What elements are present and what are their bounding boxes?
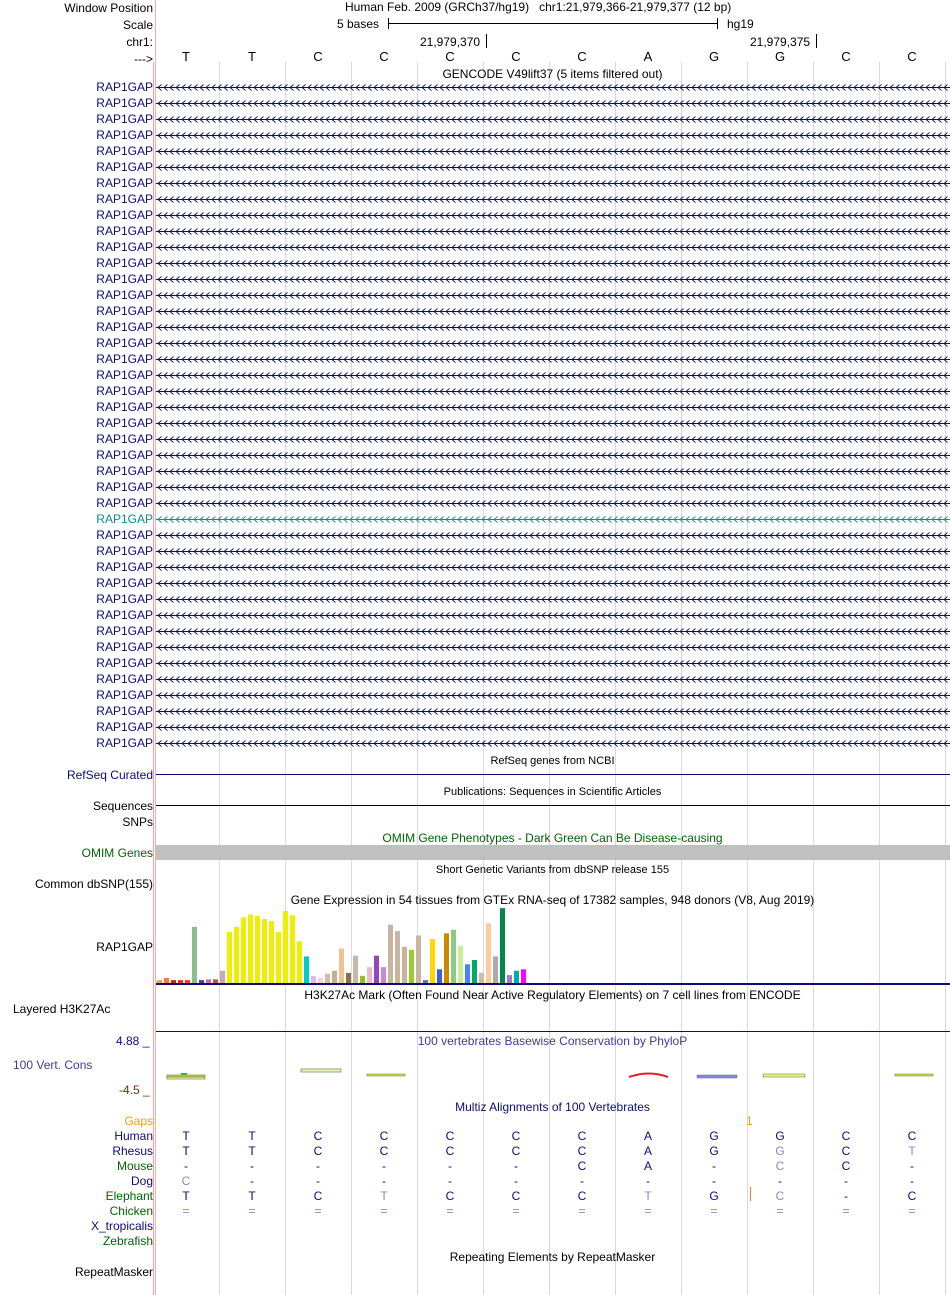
multiz-aligned-base: C <box>445 1129 455 1143</box>
multiz-aligned-base: A <box>643 1144 652 1158</box>
multiz-aligned-base: C <box>577 1189 587 1203</box>
gtex-track-label[interactable]: RAP1GAP <box>96 940 153 954</box>
multiz-aligned-base: C <box>313 1189 323 1203</box>
gencode-transcript-label[interactable]: RAP1GAP <box>96 128 153 142</box>
gencode-transcript-feature[interactable] <box>156 705 950 717</box>
gencode-transcript-label[interactable]: RAP1GAP <box>96 672 153 686</box>
multiz-aligned-base: = <box>446 1204 454 1218</box>
h3k27ac-track-line[interactable] <box>156 1031 950 1032</box>
refseq-track-title: RefSeq genes from NCBI <box>490 755 615 767</box>
publications-snps-label[interactable]: SNPs <box>122 815 153 829</box>
gencode-transcript-feature[interactable] <box>156 689 950 701</box>
gencode-transcript-label[interactable]: RAP1GAP <box>96 352 153 366</box>
gencode-transcript-label[interactable]: RAP1GAP <box>96 736 153 750</box>
multiz-aligned-base: T <box>380 1189 388 1203</box>
gencode-transcript-feature[interactable] <box>156 513 950 525</box>
scale-text: 5 bases <box>337 17 380 31</box>
scale-bar <box>388 23 718 24</box>
multiz-aligned-base: C <box>511 1129 521 1143</box>
multiz-aligned-base: C <box>577 1129 587 1143</box>
multiz-aligned-base: G <box>709 1129 719 1143</box>
multiz-aligned-base: - <box>250 1174 254 1188</box>
base-letter: C <box>379 49 389 64</box>
gencode-transcript-feature[interactable] <box>156 225 950 237</box>
gencode-transcript-feature[interactable] <box>156 337 950 349</box>
multiz-aligned-base: - <box>844 1174 848 1188</box>
assembly-name: Human Feb. 2009 (GRCh37/hg19) <box>345 0 530 14</box>
refseq-track-line[interactable] <box>156 774 950 775</box>
base-letter: C <box>841 49 851 64</box>
multiz-aligned-base: A <box>643 1129 652 1143</box>
gencode-transcript-label[interactable]: RAP1GAP <box>96 576 153 590</box>
multiz-aligned-base: C <box>841 1144 851 1158</box>
gencode-transcript-label[interactable]: RAP1GAP <box>96 480 153 494</box>
multiz-species-label[interactable]: Chicken <box>109 1204 153 1218</box>
multiz-species-label[interactable]: X_tropicalis <box>90 1219 153 1233</box>
multiz-aligned-base: = <box>314 1204 322 1218</box>
base-letter: A <box>643 49 653 64</box>
multiz-aligned-base: - <box>316 1174 320 1188</box>
multiz-aligned-base: C <box>511 1189 521 1203</box>
base-letter: C <box>445 49 455 64</box>
gencode-transcript-feature[interactable] <box>156 529 950 541</box>
gencode-transcript-label[interactable]: RAP1GAP <box>96 368 153 382</box>
gencode-transcript-feature[interactable] <box>156 177 950 189</box>
gencode-transcript-feature[interactable] <box>156 241 950 253</box>
multiz-aligned-base: C <box>313 1129 323 1143</box>
elephant-gap-marker <box>750 1187 751 1201</box>
gencode-transcript-feature[interactable] <box>156 257 950 269</box>
gencode-transcript-label[interactable]: RAP1GAP <box>96 448 153 462</box>
scale-bar-right-tick <box>717 18 718 29</box>
gencode-transcript-feature[interactable] <box>156 625 950 637</box>
gencode-transcript-feature[interactable] <box>156 289 950 301</box>
multiz-aligned-base: G <box>709 1144 719 1158</box>
gencode-transcript-label[interactable]: RAP1GAP <box>96 304 153 318</box>
gap-count: 1 <box>746 1114 753 1128</box>
multiz-species-label[interactable]: Elephant <box>105 1189 153 1203</box>
multiz-aligned-base: C <box>511 1144 521 1158</box>
gencode-transcript-feature[interactable] <box>156 417 950 429</box>
gencode-transcript-label[interactable]: RAP1GAP <box>96 160 153 174</box>
gencode-transcript-label[interactable]: RAP1GAP <box>96 624 153 638</box>
gencode-transcript-feature[interactable] <box>156 209 950 221</box>
multiz-aligned-base: = <box>644 1204 652 1218</box>
base-letter: C <box>577 49 587 64</box>
gencode-transcript-label[interactable]: RAP1GAP <box>96 704 153 718</box>
multiz-aligned-base: C <box>577 1159 587 1173</box>
multiz-aligned-base: - <box>316 1159 320 1173</box>
multiz-aligned-base: T <box>182 1144 190 1158</box>
gencode-transcript-feature[interactable] <box>156 737 950 749</box>
multiz-aligned-base: C <box>379 1144 389 1158</box>
dbsnp-track-label[interactable]: Common dbSNP(155) <box>34 877 153 891</box>
multiz-aligned-base: = <box>380 1204 388 1218</box>
multiz-aligned-base: = <box>908 1204 916 1218</box>
gencode-transcript-feature[interactable] <box>156 353 950 365</box>
gencode-transcript-feature[interactable] <box>156 129 950 141</box>
multiz-aligned-base: = <box>578 1204 586 1218</box>
window-position-label: Window Position <box>64 1 153 15</box>
strand-arrow-label: ---> <box>134 52 153 66</box>
gencode-transcript-feature[interactable] <box>156 449 950 461</box>
multiz-aligned-base: - <box>382 1174 386 1188</box>
refseq-track-label[interactable]: RefSeq Curated <box>66 768 153 782</box>
gencode-transcript-feature[interactable] <box>156 273 950 285</box>
gencode-transcript-feature[interactable] <box>156 369 950 381</box>
multiz-aligned-base: C <box>775 1189 785 1203</box>
gencode-transcript-label[interactable]: RAP1GAP <box>96 400 153 414</box>
gencode-transcript-feature[interactable] <box>156 385 950 397</box>
phylop-track-title: 100 vertebrates Basewise Conservation by PhyloP <box>417 1034 688 1048</box>
multiz-aligned-base: T <box>182 1129 190 1143</box>
multiz-aligned-base: T <box>248 1129 256 1143</box>
base-letter: C <box>907 49 917 64</box>
coordinate-label-1: 21,979,370 <box>420 35 481 49</box>
multiz-aligned-base: C <box>907 1189 917 1203</box>
chromosome-label: chr1: <box>126 35 153 49</box>
gencode-transcript-label[interactable]: RAP1GAP <box>96 336 153 350</box>
base-letter: C <box>511 49 521 64</box>
gencode-transcript-label[interactable]: RAP1GAP <box>96 80 153 94</box>
database-name: hg19 <box>727 17 754 31</box>
gencode-transcript-label[interactable]: RAP1GAP <box>96 240 153 254</box>
multiz-aligned-base: - <box>712 1174 716 1188</box>
multiz-aligned-base: G <box>709 1189 719 1203</box>
gencode-transcript-label[interactable]: RAP1GAP <box>96 512 153 526</box>
gencode-transcript-label[interactable]: RAP1GAP <box>96 608 153 622</box>
multiz-aligned-base: A <box>643 1159 652 1173</box>
multiz-aligned-base: = <box>710 1204 718 1218</box>
multiz-aligned-base: - <box>910 1174 914 1188</box>
gencode-transcript-feature[interactable] <box>156 161 950 173</box>
multiz-aligned-base: = <box>248 1204 256 1218</box>
gencode-transcript-feature[interactable] <box>156 657 950 669</box>
gencode-transcript-feature[interactable] <box>156 721 950 733</box>
multiz-aligned-base: - <box>448 1159 452 1173</box>
gencode-transcript-label[interactable]: RAP1GAP <box>96 688 153 702</box>
multiz-track-title: Multiz Alignments of 100 Vertebrates <box>455 1100 650 1114</box>
gencode-transcript-feature[interactable] <box>156 497 950 509</box>
gaps-label: Gaps <box>124 1114 153 1128</box>
gencode-transcript-label[interactable]: RAP1GAP <box>96 272 153 286</box>
multiz-aligned-base: C <box>181 1174 191 1188</box>
gencode-transcript-label[interactable]: RAP1GAP <box>96 384 153 398</box>
base-letter: G <box>708 49 720 64</box>
gencode-transcript-label[interactable]: RAP1GAP <box>96 288 153 302</box>
gencode-transcript-label[interactable]: RAP1GAP <box>96 208 153 222</box>
multiz-aligned-base: C <box>841 1159 851 1173</box>
multiz-aligned-base: C <box>907 1129 917 1143</box>
gencode-transcript-feature[interactable] <box>156 609 950 621</box>
repeatmasker-track-label[interactable]: RepeatMasker <box>74 1265 153 1279</box>
multiz-aligned-base: C <box>445 1189 455 1203</box>
gencode-transcript-feature[interactable] <box>156 673 950 685</box>
coordinate-label-2: 21,979,375 <box>750 35 811 49</box>
omim-track-label[interactable]: OMIM Genes <box>81 846 153 860</box>
publications-track-label[interactable]: Sequences <box>92 799 153 813</box>
gencode-transcript-label[interactable]: RAP1GAP <box>96 224 153 238</box>
gencode-transcript-label[interactable]: RAP1GAP <box>96 320 153 334</box>
gencode-transcript-feature[interactable] <box>156 433 950 445</box>
multiz-aligned-base: T <box>908 1144 916 1158</box>
multiz-species-label[interactable]: Zebrafish <box>102 1234 153 1248</box>
scale-bar-left-tick <box>388 18 389 29</box>
multiz-aligned-base: - <box>778 1174 782 1188</box>
gencode-transcript-feature[interactable] <box>156 145 950 157</box>
gencode-transcript-feature[interactable] <box>156 97 950 109</box>
gencode-transcript-feature[interactable] <box>156 561 950 573</box>
gencode-transcript-feature[interactable] <box>156 321 950 333</box>
multiz-species-label[interactable]: Mouse <box>116 1159 153 1173</box>
coordinate-tick-2 <box>816 34 817 48</box>
gencode-transcript-label[interactable]: RAP1GAP <box>96 464 153 478</box>
multiz-aligned-base: = <box>776 1204 784 1218</box>
multiz-aligned-base: = <box>182 1204 190 1218</box>
base-letter: T <box>182 49 190 64</box>
multiz-aligned-base: C <box>379 1129 389 1143</box>
multiz-aligned-base: - <box>250 1159 254 1173</box>
gencode-transcript-label[interactable]: RAP1GAP <box>96 416 153 430</box>
phylop-track-label[interactable]: 100 Vert. Cons <box>13 1058 93 1072</box>
gencode-transcript-feature[interactable] <box>156 593 950 605</box>
gencode-transcript-feature[interactable] <box>156 305 950 317</box>
gencode-transcript-label[interactable]: RAP1GAP <box>96 112 153 126</box>
gencode-transcript-label[interactable]: RAP1GAP <box>96 560 153 574</box>
gencode-track-title: GENCODE V49lift37 (5 items filtered out) <box>442 67 663 81</box>
multiz-aligned-base: - <box>712 1159 716 1173</box>
gencode-transcript-label[interactable]: RAP1GAP <box>96 544 153 558</box>
window-position-value[interactable]: chr1:21,979,366-21,979,377 (12 bp) <box>539 0 732 14</box>
omim-track-title: OMIM Gene Phenotypes - Dark Green Can Be Disease-causing <box>382 831 723 845</box>
multiz-aligned-base: C <box>445 1144 455 1158</box>
multiz-aligned-base: - <box>646 1174 650 1188</box>
multiz-aligned-base: = <box>512 1204 520 1218</box>
gencode-transcript-label[interactable]: RAP1GAP <box>96 96 153 110</box>
multiz-aligned-base: - <box>580 1174 584 1188</box>
multiz-aligned-base: C <box>577 1144 587 1158</box>
repeatmasker-track-title: Repeating Elements by RepeatMasker <box>449 1250 656 1264</box>
multiz-species-label[interactable]: Dog <box>130 1174 153 1188</box>
gencode-transcript-feature[interactable] <box>156 465 950 477</box>
gencode-transcript-label[interactable]: RAP1GAP <box>96 432 153 446</box>
multiz-species-label[interactable]: Rhesus <box>112 1144 153 1158</box>
gencode-transcript-feature[interactable] <box>156 641 950 653</box>
multiz-aligned-base: - <box>514 1174 518 1188</box>
publications-track-title: Publications: Sequences in Scientific Articles <box>443 786 662 798</box>
multiz-species-label[interactable]: Human <box>114 1129 153 1143</box>
base-letter: G <box>774 49 786 64</box>
multiz-aligned-base: - <box>514 1159 518 1173</box>
base-letter: T <box>248 49 256 64</box>
multiz-aligned-base: - <box>382 1159 386 1173</box>
gencode-transcript-label[interactable]: RAP1GAP <box>96 496 153 510</box>
gencode-transcript-feature[interactable] <box>156 481 950 493</box>
gencode-transcript-label[interactable]: RAP1GAP <box>96 592 153 606</box>
phylop-max-label: 4.88 _ <box>116 1034 150 1048</box>
omim-gene-bar[interactable] <box>156 845 950 860</box>
gencode-transcript-label[interactable]: RAP1GAP <box>96 256 153 270</box>
multiz-aligned-base: = <box>842 1204 850 1218</box>
dbsnp-track-title: Short Genetic Variants from dbSNP release 155 <box>435 864 670 876</box>
multiz-aligned-base: G <box>775 1144 785 1158</box>
gencode-transcript-label[interactable]: RAP1GAP <box>96 192 153 206</box>
publications-track-line[interactable] <box>156 805 950 806</box>
multiz-aligned-base: T <box>644 1189 652 1203</box>
h3k27ac-track-label[interactable]: Layered H3K27Ac <box>13 1002 111 1016</box>
multiz-aligned-base: - <box>184 1159 188 1173</box>
multiz-aligned-base: T <box>248 1144 256 1158</box>
coordinate-tick-1 <box>486 34 487 48</box>
multiz-aligned-base: G <box>775 1129 785 1143</box>
multiz-aligned-base: T <box>182 1189 190 1203</box>
multiz-aligned-base: T <box>248 1189 256 1203</box>
gencode-transcript-label[interactable]: RAP1GAP <box>96 720 153 734</box>
h3k27ac-track-title: H3K27Ac Mark (Often Found Near Active Regulatory Elements) on 7 cell lines from ENCODE <box>304 988 801 1002</box>
scale-label: Scale <box>122 18 153 32</box>
multiz-aligned-base: - <box>910 1159 914 1173</box>
gencode-transcript-label[interactable]: RAP1GAP <box>96 144 153 158</box>
gencode-transcript-label[interactable]: RAP1GAP <box>96 656 153 670</box>
gencode-transcript-feature[interactable] <box>156 81 950 93</box>
gencode-transcript-feature[interactable] <box>156 193 950 205</box>
gencode-transcript-feature[interactable] <box>156 401 950 413</box>
gencode-transcript-label[interactable]: RAP1GAP <box>96 528 153 542</box>
assembly-title <box>345 0 731 14</box>
multiz-aligned-base: - <box>448 1174 452 1188</box>
base-letter: C <box>313 49 323 64</box>
gencode-transcript-feature[interactable] <box>156 577 950 589</box>
multiz-aligned-base: - <box>844 1189 848 1203</box>
gencode-transcript-feature[interactable] <box>156 113 950 125</box>
phylop-min-label: -4.5 _ <box>119 1083 150 1097</box>
gencode-transcript-feature[interactable] <box>156 545 950 557</box>
multiz-aligned-base: C <box>313 1144 323 1158</box>
multiz-aligned-base: C <box>841 1129 851 1143</box>
gencode-transcript-label[interactable]: RAP1GAP <box>96 176 153 190</box>
multiz-aligned-base: C <box>775 1159 785 1173</box>
gencode-transcript-label[interactable]: RAP1GAP <box>96 640 153 654</box>
gtex-track-title: Gene Expression in 54 tissues from GTEx RNA-seq of 17382 samples, 948 donors (V8, Aug 2019) <box>290 893 815 907</box>
